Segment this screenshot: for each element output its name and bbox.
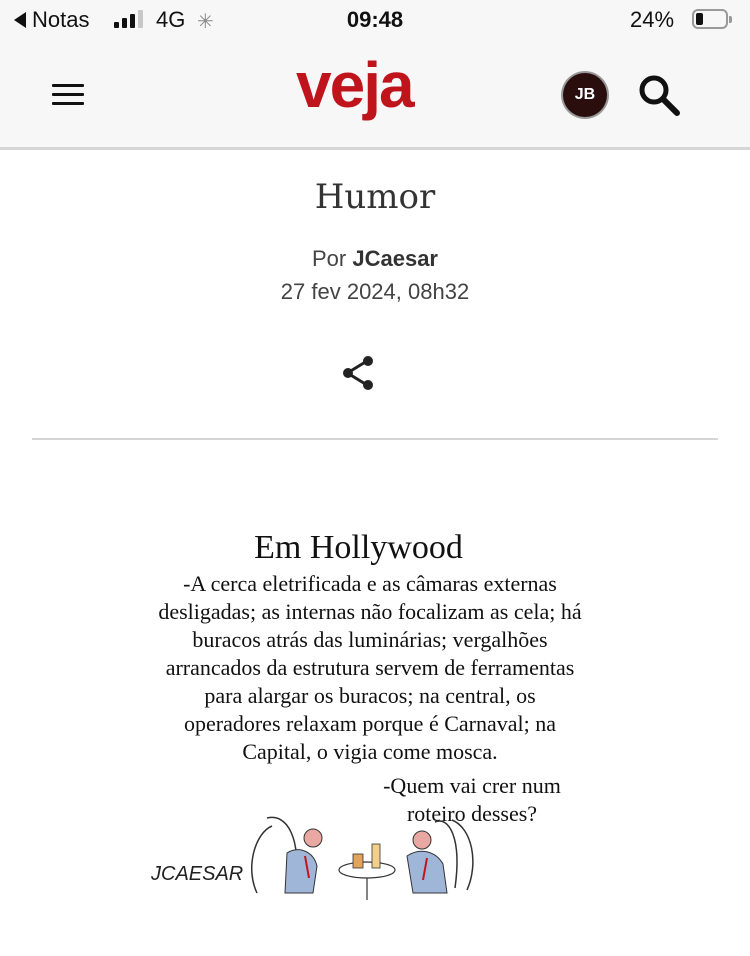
cartoon-drawing [117,808,600,908]
byline-prefix: Por [311,246,347,271]
cartoon-signature: JCAESAR [151,863,244,885]
status-bar [0,0,750,40]
section-title[interactable]: Humor [314,177,436,217]
network-type: 4G [156,7,186,32]
cartoon-quote: -Quem vai crer num roteiro desses? [383,773,561,826]
activity-spinner-icon: ✳ [197,11,214,33]
user-avatar[interactable]: JB [563,73,607,117]
author-link[interactable]: JCaesar [352,246,438,271]
menu-icon[interactable] [52,84,84,106]
publish-date: 27 fev 2024, 08h32 [280,279,470,304]
cartoon-title: Em Hollywood [254,529,463,566]
battery-percent: 24% [630,7,675,32]
battery-level [696,13,703,25]
share-icon[interactable] [339,353,379,393]
site-header [0,40,750,150]
search-icon[interactable] [636,72,682,118]
veja-logo[interactable]: veja [296,49,413,121]
byline [0,245,750,273]
cartoon-text: -A cerca eletrificada e as câmaras externas desligadas; as internas não focalizam as cela; há buracos atrás das luminárias; vergalhões arrancados da estrutura servem de ferramentas para alargar os buracos; na central, os operadores relaxam porque é Carnaval; na Capital, o vigia come mosca. [158,571,582,764]
back-app-label: Notas [32,7,90,32]
clock: 09:48 [346,7,404,32]
cartoon-image [117,490,600,908]
battery-icon [692,9,728,29]
divider [32,438,718,440]
